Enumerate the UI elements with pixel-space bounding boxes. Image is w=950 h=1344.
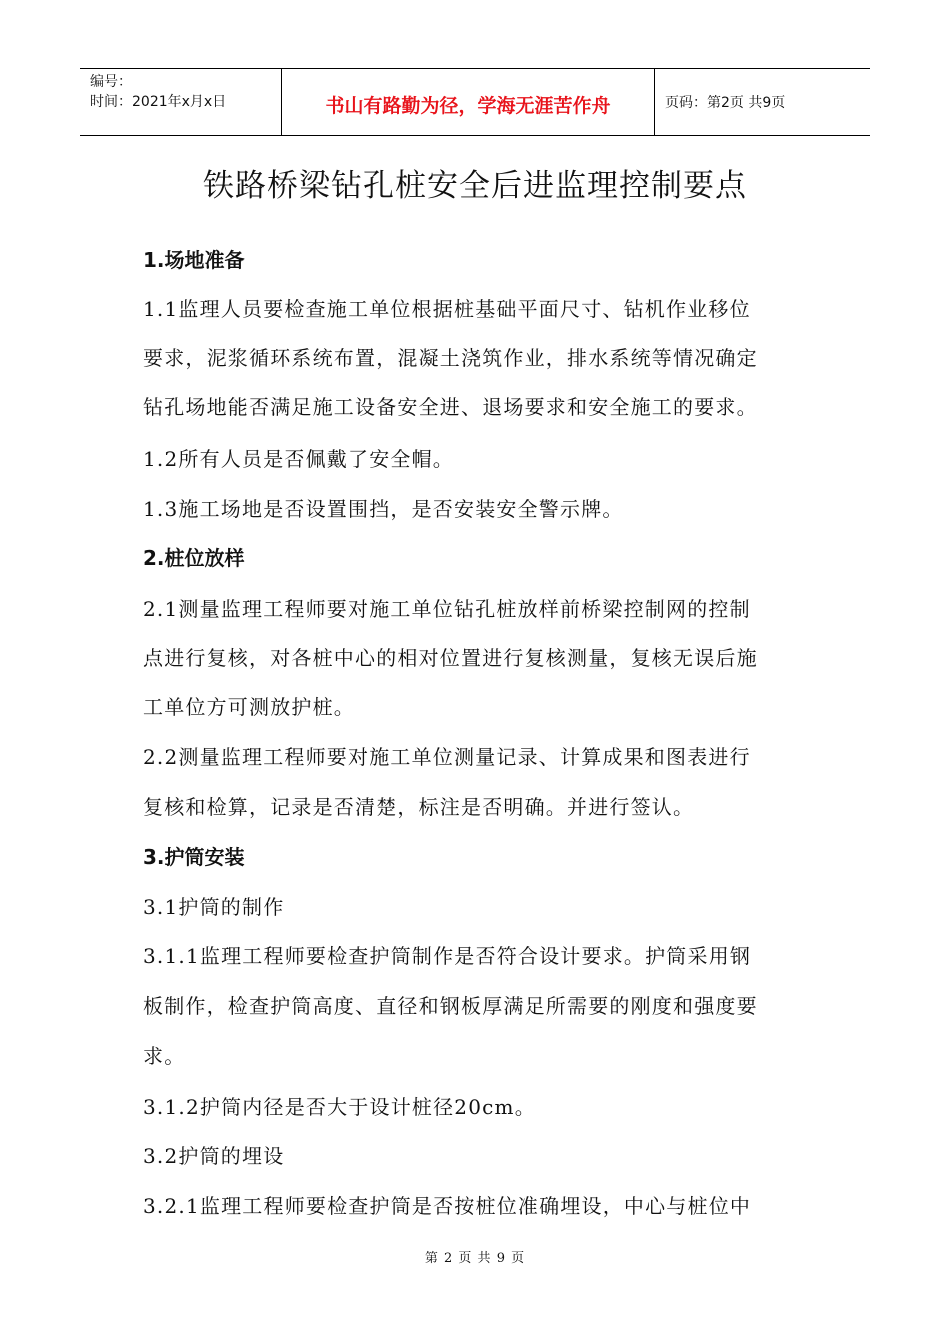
serial-number-label: 编号：	[90, 74, 132, 90]
paragraph-line: 1.3施工场地是否设置围挡，是否安装安全警示牌。	[143, 497, 624, 521]
paragraph-line: 板制作，检查护筒高度、直径和钢板厚满足所需要的刚度和强度要	[143, 994, 758, 1018]
paragraph-line: 3.1.2护筒内径是否大于设计桩径20cm。	[143, 1095, 536, 1119]
paragraph-line: 钻孔场地能否满足施工设备安全进、退场要求和安全施工的要求。	[143, 395, 758, 419]
paragraph-line: 求。	[143, 1044, 186, 1068]
paragraph-line: 3.1护筒的制作	[143, 895, 285, 919]
date-label: 时间：2021年x月x日	[90, 94, 227, 110]
paragraph-line: 3.2.1监理工程师要检查护筒是否按桩位准确埋设，中心与桩位中	[143, 1194, 752, 1218]
paragraph-line: 复核和检算，记录是否清楚，标注是否明确。并进行签认。	[143, 795, 695, 819]
header-motto: 书山有路勤为径，学海无涯苦作舟	[281, 69, 655, 135]
page-footer: 第 2 页 共 9 页	[424, 1251, 526, 1266]
paragraph-line: 1.1监理人员要检查施工单位根据桩基础平面尺寸、钻机作业移位	[143, 297, 751, 321]
paragraph-line: 要求，泥浆循环系统布置，混凝土浇筑作业，排水系统等情况确定	[143, 346, 758, 370]
section-heading-1: 1.场地准备	[143, 248, 245, 272]
section-heading-2: 2.桩位放样	[143, 546, 245, 570]
paragraph-line: 3.1.1监理工程师要检查护筒制作是否符合设计要求。护筒采用钢	[143, 944, 752, 968]
paragraph-line: 点进行复核，对各桩中心的相对位置进行复核测量，复核无误后施	[143, 646, 758, 670]
section-heading-3: 3.护筒安装	[143, 845, 245, 869]
header-meta	[80, 69, 281, 135]
paragraph-line: 1.2所有人员是否佩戴了安全帽。	[143, 447, 455, 471]
paragraph-line: 3.2护筒的埋设	[143, 1144, 285, 1168]
paragraph-line: 工单位方可测放护桩。	[143, 695, 355, 719]
paragraph-line: 2.2测量监理工程师要对施工单位测量记录、计算成果和图表进行	[143, 745, 751, 769]
paragraph-line: 2.1测量监理工程师要对施工单位钻孔桩放样前桥梁控制网的控制	[143, 597, 751, 621]
document-title: 铁路桥梁钻孔桩安全后进监理控制要点	[203, 168, 747, 204]
page-header	[80, 68, 870, 136]
header-page-number: 页码：第2页 共9页	[665, 95, 786, 111]
